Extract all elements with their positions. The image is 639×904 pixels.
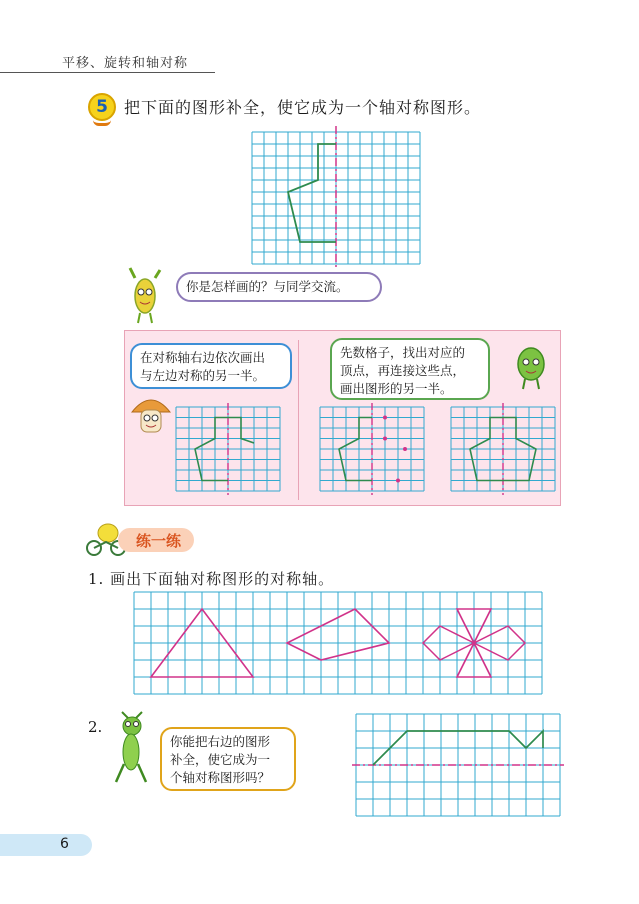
question-1-grid [134, 592, 542, 694]
method-right-bubble [330, 338, 490, 400]
question-2-bubble [160, 727, 296, 791]
question-2-line-3: 个轴对称图形吗？ [170, 770, 271, 785]
corn-mascot-icon [128, 268, 162, 324]
example-instruction: 把下面的图形补全，使它成为一个轴对称图形。 [124, 98, 482, 117]
header-rule [0, 72, 215, 73]
page-number-tab [0, 834, 92, 856]
chapter-title: 平移、旋转和轴对称 [62, 56, 189, 71]
method-left-line-1: 在对称轴右边依次画出 [140, 350, 266, 365]
badge-feet-icon [93, 118, 111, 126]
question-2-line-2: 补全，使它成为一 [170, 752, 271, 767]
method-grid-a [176, 407, 280, 491]
method-grid-c [451, 407, 555, 491]
method-right-line-1: 先数格子，找出对应的 [340, 345, 466, 360]
main-grid-figure [252, 132, 420, 268]
discussion-bubble [176, 272, 382, 302]
method-right-line-2: 顶点，再连接这些点， [340, 363, 466, 378]
pea-mascot-icon [512, 342, 550, 390]
grasshopper-mascot-icon [108, 712, 154, 784]
method-right-line-3: 画出图形的另一半。 [340, 381, 453, 396]
question-1-text: 1. 画出下面轴对称图形的对称轴。 [88, 570, 335, 588]
question-2-number: 2. [88, 718, 103, 736]
question-2-line-1: 你能把右边的图形 [170, 734, 271, 749]
method-grid-b [320, 407, 424, 491]
discussion-text: 你是怎样画的？与同学交流。 [186, 279, 349, 294]
example-number-badge: 5 [88, 93, 116, 121]
methods-divider [298, 340, 299, 500]
mirror-a [228, 418, 254, 444]
page-number: 6 [60, 836, 69, 852]
method-left-line-2: 与左边对称的另一半。 [140, 368, 266, 383]
method-left-bubble [130, 343, 292, 389]
question-2-grid [356, 714, 560, 816]
practice-label: 练一练 [136, 532, 182, 550]
mushroom-mascot-icon [130, 392, 172, 438]
